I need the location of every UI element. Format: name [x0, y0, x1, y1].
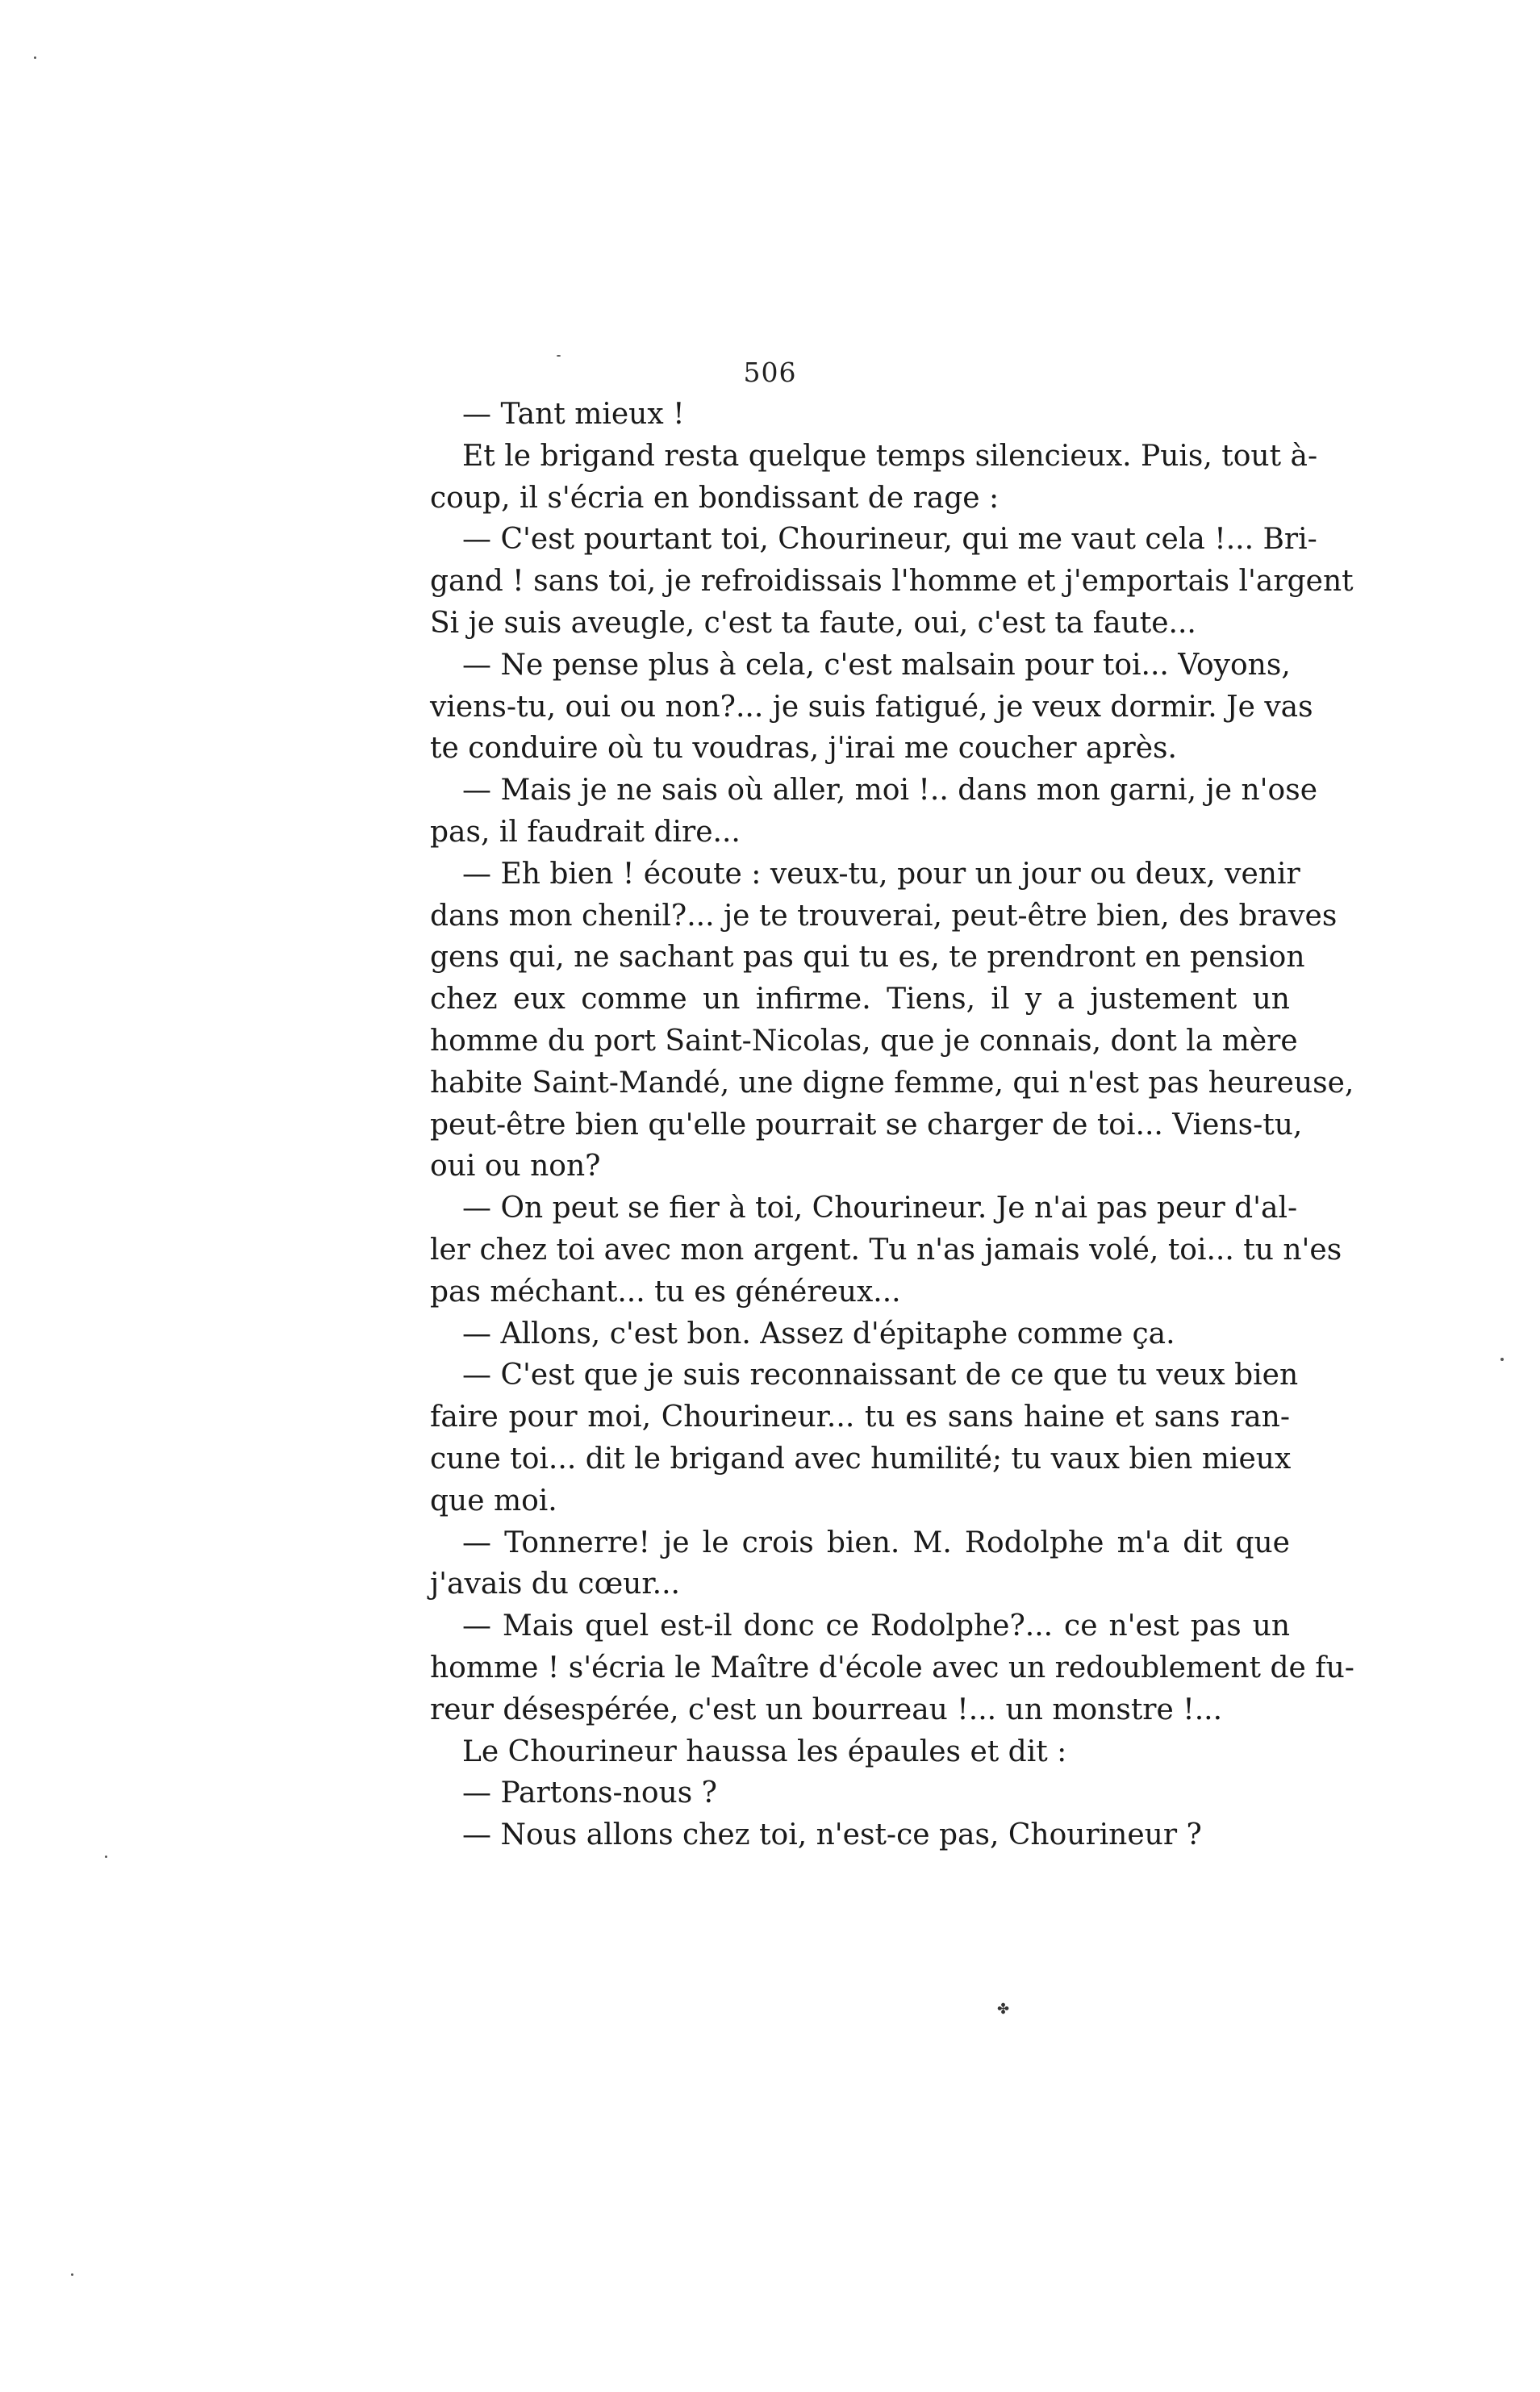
page-number: 506	[743, 357, 797, 388]
text-line: reur désespérée, c'est un bourreau !... un monstre !...	[430, 1693, 1223, 1726]
text-line: habite Saint-Mandé, une digne femme, qui n'est pas heureuse,	[430, 1066, 1354, 1100]
text-line: ler chez toi avec mon argent. Tu n'as jamais volé, toi... tu n'es	[430, 1233, 1342, 1267]
text-line: — C'est pourtant toi, Chourineur, qui me vaut cela !... Bri-	[462, 523, 1317, 557]
text-line: coup, il s'écria en bondissant de rage :	[430, 481, 1000, 515]
text-line: — C'est que je suis reconnaissant de ce que tu veux bien	[462, 1359, 1299, 1392]
text-line: — Tonnerre! je le crois bien. M. Rodolphe m'a dit que	[462, 1526, 1290, 1559]
text-line: Et le brigand resta quelque temps silencieux. Puis, tout à-	[462, 439, 1318, 473]
ink-speck	[557, 355, 561, 357]
text-line: homme du port Saint-Nicolas, que je connais, dont la mère	[430, 1024, 1298, 1058]
text-line: gand ! sans toi, je refroidissais l'homme et j'emportais l'argent	[430, 565, 1354, 599]
text-line: — Mais je ne sais où aller, moi !.. dans mon garni, je n'ose	[462, 774, 1318, 808]
text-line: chez eux comme un infirme. Tiens, il y a justement un	[430, 983, 1290, 1016]
text-line: que moi.	[430, 1484, 557, 1517]
ink-speck	[105, 1856, 107, 1858]
text-line: pas, il faudrait dire...	[430, 815, 741, 849]
text-line: gens qui, ne sachant pas qui tu es, te prendront en pension	[430, 941, 1305, 975]
text-line: — Partons-nous ?	[462, 1776, 717, 1810]
ink-speck	[34, 56, 36, 59]
text-line: faire pour moi, Chourineur... tu es sans haine et sans ran-	[430, 1401, 1290, 1434]
text-line: Si je suis aveugle, c'est ta faute, oui, c'est ta faute...	[430, 606, 1196, 640]
body-text	[430, 394, 1354, 1856]
text-line: — On peut se fier à toi, Chourineur. Je n'ai pas peur d'al-	[462, 1192, 1298, 1225]
text-line: j'avais du cœur...	[430, 1568, 680, 1601]
ink-speck	[1500, 1358, 1504, 1361]
text-line: te conduire où tu voudras, j'irai me coucher après.	[430, 732, 1177, 766]
text-line: — Ne pense plus à cela, c'est malsain pour toi... Voyons,	[462, 648, 1291, 682]
text-line: viens-tu, oui ou non?... je suis fatigué, je veux dormir. Je vas	[430, 690, 1313, 724]
ink-speck	[71, 2273, 73, 2276]
text-line: Le Chourineur haussa les épaules et dit :	[462, 1735, 1067, 1768]
text-line: dans mon chenil?... je te trouverai, peut-être bien, des braves	[430, 899, 1338, 933]
text-line: peut-être bien qu'elle pourrait se charger de toi... Viens-tu,	[430, 1108, 1303, 1142]
text-line: oui ou non?	[430, 1150, 601, 1183]
text-line: homme ! s'écria le Maître d'école avec un redoublement de fu-	[430, 1651, 1354, 1684]
text-line: cune toi... dit le brigand avec humilité; tu vaux bien mieux	[430, 1442, 1292, 1476]
text-line: — Mais quel est-il donc ce Rodolphe?... ce n'est pas un	[462, 1609, 1290, 1643]
text-line: — Tant mieux !	[462, 398, 685, 431]
text-line: — Nous allons chez toi, n'est-ce pas, Chourineur ?	[462, 1818, 1202, 1852]
text-line: — Allons, c'est bon. Assez d'épitaphe comme ça.	[462, 1317, 1175, 1350]
text-line: pas méchant... tu es généreux...	[430, 1275, 901, 1309]
ornament-icon: ✤	[997, 2001, 1010, 2018]
text-line: — Eh bien ! écoute : veux-tu, pour un jour ou deux, venir	[462, 857, 1300, 891]
